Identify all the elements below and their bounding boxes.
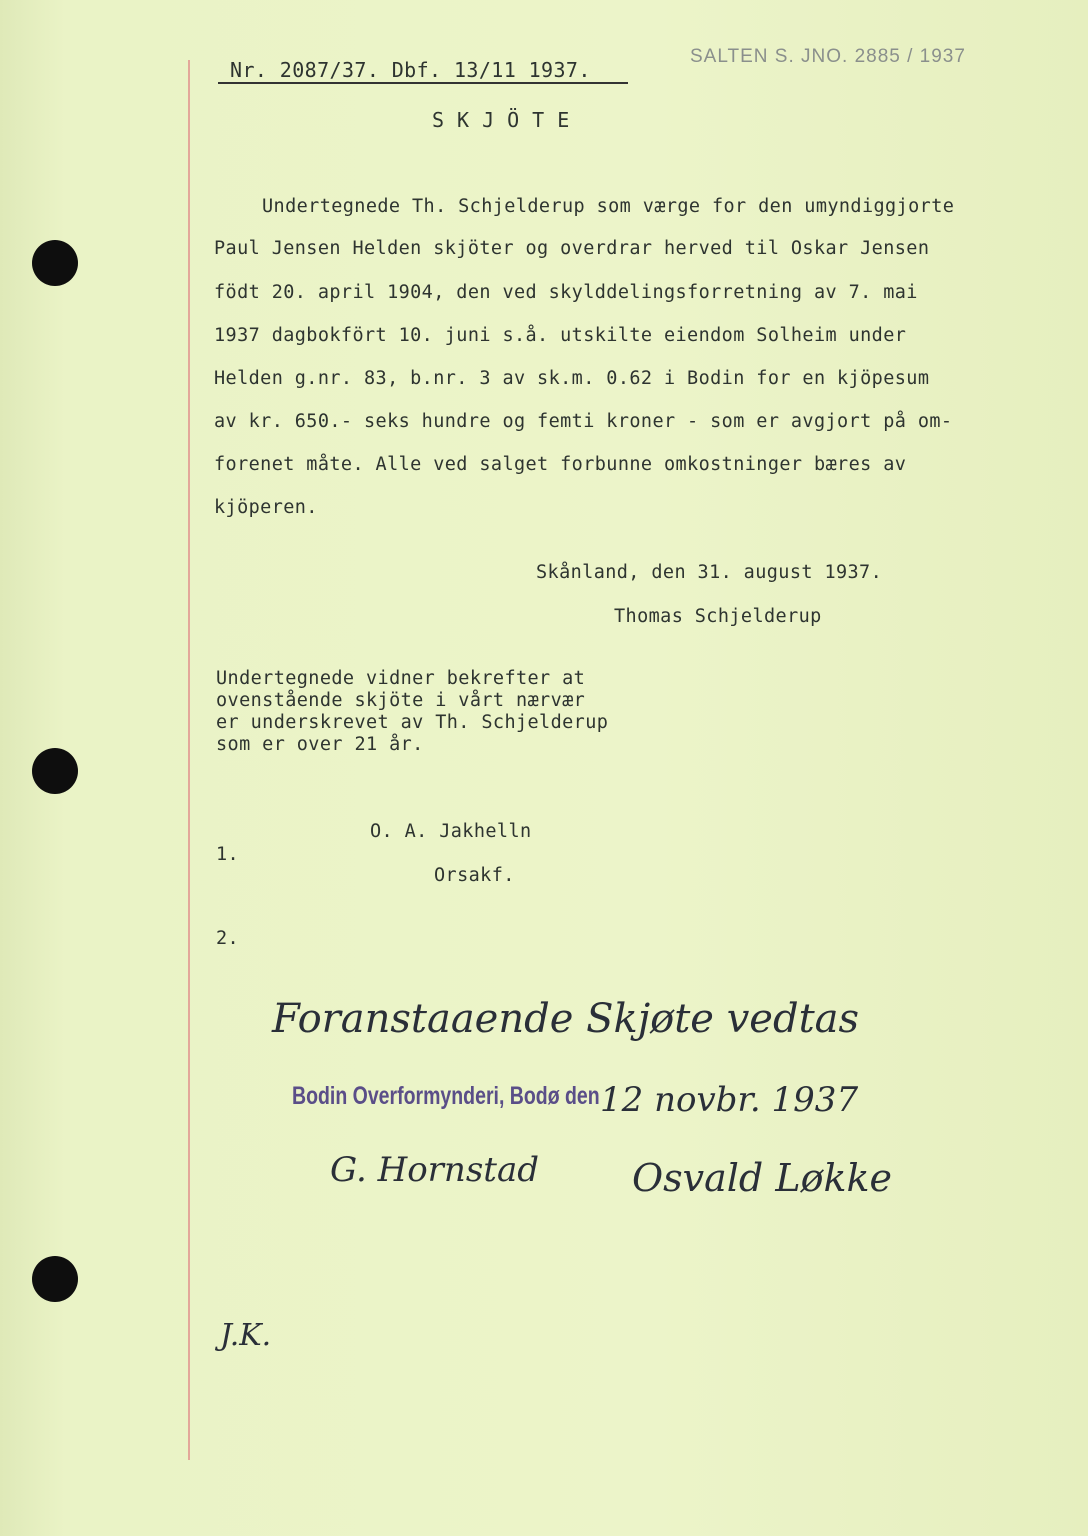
punch-hole xyxy=(32,748,78,794)
signature-hornstad: G. Hornstad xyxy=(330,1150,539,1190)
signature-lokke: Osvald Løkke xyxy=(632,1156,892,1200)
registry-reference: Nr. 2087/37. Dbf. 13/11 1937. xyxy=(230,58,591,82)
witness-text-line: Undertegnede vidner bekrefter at xyxy=(216,668,586,689)
registry-stamp: SALTEN S. JNO. 2885 / 1937 xyxy=(690,46,966,67)
body-line: Paul Jensen Helden skjöter og overdrar herved til Oskar Jensen xyxy=(214,238,930,259)
punch-hole xyxy=(32,1256,78,1302)
header-underline xyxy=(218,82,628,84)
witness-text-line: ovenstående skjöte i vårt nærvær xyxy=(216,690,586,711)
witness-1-number: 1. xyxy=(216,844,240,865)
punch-hole xyxy=(32,240,78,286)
approval-handwritten-line: Foranstaaende Skjøte vedtas xyxy=(272,996,860,1042)
initials: J.K. xyxy=(220,1318,272,1353)
signer-name: Thomas Schjelderup xyxy=(614,606,822,627)
document-title: SKJÖTE xyxy=(432,108,583,132)
witness-text-line: som er over 21 år. xyxy=(216,734,424,755)
witness-1-title: Orsakf. xyxy=(434,865,515,886)
body-line: 1937 dagbokfört 10. juni s.å. utskilte eiendom Solheim under xyxy=(214,325,907,346)
body-line: Undertegnede Th. Schjelderup som værge for den umyndiggjorte xyxy=(262,196,955,217)
body-line: födt 20. april 1904, den ved skylddelingsforretning av 7. mai xyxy=(214,282,918,303)
place-date: Skånland, den 31. august 1937. xyxy=(536,562,883,583)
overformynderi-stamp: Bodin Overformynderi, Bodø den xyxy=(292,1082,600,1110)
margin-line xyxy=(188,60,190,1460)
body-line: forenet måte. Alle ved salget forbunne omkostninger bæres av xyxy=(214,454,907,475)
witness-1-name: O. A. Jakhelln xyxy=(370,821,532,842)
body-line: Helden g.nr. 83, b.nr. 3 av sk.m. 0.62 i Bodin for en kjöpesum xyxy=(214,368,930,389)
body-line: kjöperen. xyxy=(214,497,318,518)
body-line: av kr. 650.- seks hundre og femti kroner - som er avgjort på om- xyxy=(214,411,953,432)
witness-2-number: 2. xyxy=(216,928,240,949)
witness-text-line: er underskrevet av Th. Schjelderup xyxy=(216,712,609,733)
approval-date: 12 novbr. 1937 xyxy=(600,1080,859,1120)
